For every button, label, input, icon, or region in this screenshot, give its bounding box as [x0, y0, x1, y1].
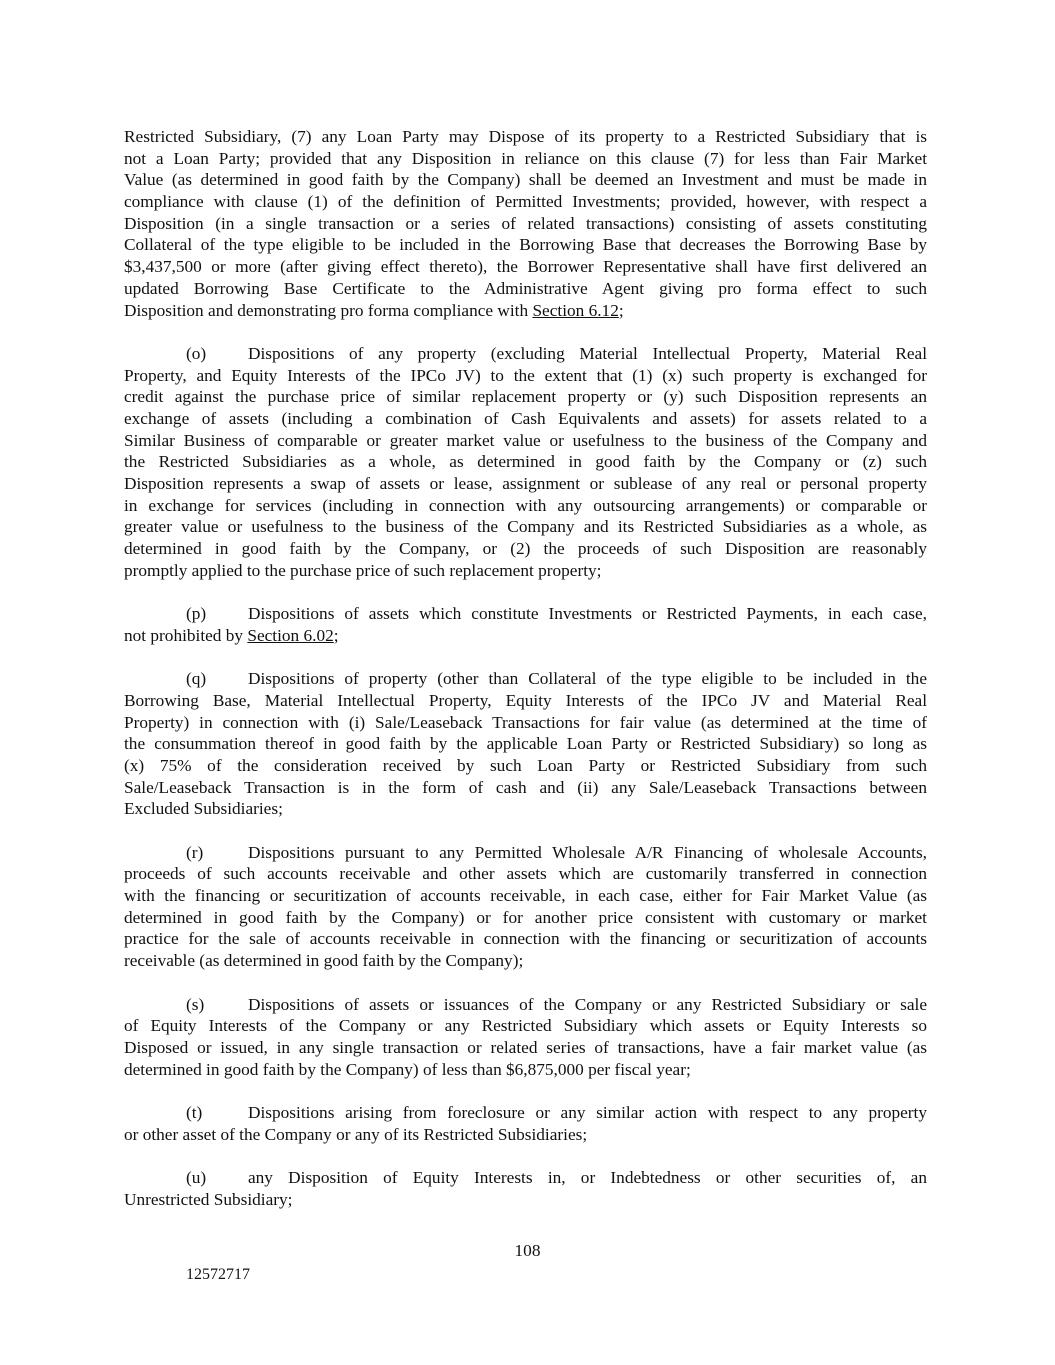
line-text: Sale/Leaseback Transaction is in the form of cash and (ii) any Sale/Leaseback Transactions between: [124, 777, 927, 797]
line-text: determined in good faith by the Company) or for another price consistent with customary or market: [124, 907, 927, 927]
line-text: any Disposition of Equity Interests in, or Indebtedness or other securities of, an: [248, 1168, 927, 1187]
line-text: Property, and Equity Interests of the IPCo JV) to the extent that (1) (x) such property is exchanged for: [124, 365, 927, 385]
line-text: Excluded Subsidiaries;: [124, 799, 283, 819]
text-line: [124, 365, 927, 387]
line-text: greater value or usefulness to the business of the Company and its Restricted Subsidiaries as a whole, as: [124, 517, 927, 537]
text-line: [124, 386, 927, 408]
line-text: Restricted Subsidiary, (7) any Loan Party may Dispose of its property to a Restricted Subsidiary that is: [124, 127, 927, 146]
text-line: [124, 256, 927, 278]
line-text: Collateral of the type eligible to be included in the Borrowing Base that decreases the Borrowing Base by: [124, 235, 927, 255]
line-text: Disposition represents a swap of assets or lease, assignment or sublease of any real or personal property: [124, 474, 927, 493]
text-line: [124, 1037, 927, 1059]
text-line: [124, 169, 927, 191]
text-line: [124, 625, 927, 647]
section-reference: Section 6.12: [532, 300, 619, 320]
clause-t: [124, 1102, 927, 1145]
line-text: [124, 300, 927, 322]
line-text: receivable (as determined in good faith by the Company);: [124, 951, 524, 971]
line-text: in exchange for services (including in connection with any outsourcing arrangements) or comparable or: [124, 495, 927, 515]
text-line: [124, 234, 927, 256]
clause-label: (q): [186, 669, 207, 689]
text-line: [124, 148, 927, 170]
line-text: exchange of assets (including a combination of Cash Equivalents and assets) for assets related to a: [124, 408, 927, 428]
line-text: the Restricted Subsidiaries as a whole, as determined in good faith by the Company or (z) such: [124, 452, 927, 472]
clause-label: (o): [186, 343, 207, 363]
text-line: [124, 1189, 927, 1211]
clause-u: [124, 1167, 927, 1210]
text-line: [124, 495, 927, 517]
text-line: [124, 603, 927, 625]
text-segment: not prohibited by: [124, 625, 248, 645]
line-text: compliance with clause (1) of the definition of Permitted Investments; provided, however, with respect a: [124, 192, 927, 212]
clause-r: [124, 842, 927, 972]
line-text: credit against the purchase price of similar replacement property or (y) such Disposition represents an: [124, 387, 927, 407]
clause-s: [124, 994, 927, 1081]
text-line: [124, 1059, 927, 1081]
text-line: [124, 1102, 927, 1124]
text-line: [124, 928, 927, 950]
text-line: [124, 885, 927, 907]
text-line: [124, 408, 927, 430]
text-line: [124, 755, 927, 777]
text-line: [124, 126, 927, 148]
text-line: [124, 733, 927, 755]
line-text: updated Borrowing Base Certificate to the Administrative Agent giving pro forma effect to such: [124, 278, 927, 298]
text-line: [124, 907, 927, 929]
text-line: [124, 1167, 927, 1189]
line-text: Dispositions pursuant to any Permitted Wholesale A/R Financing of wholesale Accounts,: [248, 842, 927, 862]
line-text: of Equity Interests of the Company or any Restricted Subsidiary which assets or Equity Interests so: [124, 1016, 927, 1036]
line-text: promptly applied to the purchase price of such replacement property;: [124, 560, 602, 580]
text-line: [124, 473, 927, 495]
line-text: Value (as determined in good faith by the Company) shall be deemed an Investment and must be made in: [124, 170, 927, 190]
line-text: Property) in connection with (i) Sale/Leaseback Transactions for fair value (as determined at the time of: [124, 712, 927, 732]
clause-label: (s): [186, 994, 205, 1014]
line-text: Disposed or issued, in any single transaction or related series of transactions, have a fair market value (as: [124, 1037, 927, 1057]
section-reference: Section 6.02: [247, 625, 334, 645]
text-line: [124, 798, 927, 820]
line-text: Dispositions of assets which constitute Investments or Restricted Payments, in each case,: [248, 604, 927, 624]
text-line: [124, 690, 927, 712]
text-line: [124, 1124, 927, 1146]
line-text: (x) 75% of the consideration received by such Loan Party or Restricted Subsidiary from such: [124, 755, 927, 775]
line-text: Dispositions of property (other than Collateral of the type eligible to be included in the: [248, 669, 927, 689]
text-line: [124, 863, 927, 885]
clause-p: [124, 603, 927, 646]
document-id: 12572717: [186, 1266, 250, 1283]
line-text: Borrowing Base, Material Intellectual Property, Equity Interests of the IPCo JV and Material Real: [124, 690, 927, 710]
text-line: [124, 191, 927, 213]
text-line: [124, 213, 927, 235]
line-text: or other asset of the Company or any of its Restricted Subsidiaries;: [124, 1124, 588, 1144]
clause-label: (p): [186, 604, 207, 624]
text-segment: ;: [618, 300, 624, 320]
text-line: [124, 278, 927, 300]
line-text: Dispositions arising from foreclosure or any similar action with respect to any property: [248, 1102, 927, 1122]
text-line: [124, 994, 927, 1016]
text-line: [124, 668, 927, 690]
text-line: [124, 1015, 927, 1037]
paragraph-continuation: [124, 126, 927, 321]
text-line: [124, 842, 927, 864]
clause-o: [124, 343, 927, 582]
text-line: [124, 712, 927, 734]
document-body: [124, 126, 927, 1232]
line-text: with the financing or securitization of accounts receivable, in each case, either for Fair Market Value (as: [124, 886, 927, 906]
line-text: Dispositions of assets or issuances of the Company or any Restricted Subsidiary or sale: [248, 994, 927, 1014]
line-text: Unrestricted Subsidiary;: [124, 1189, 293, 1209]
text-line: [124, 430, 927, 452]
text-line: [124, 777, 927, 799]
clause-label: (t): [186, 1102, 203, 1122]
line-text: [124, 625, 927, 647]
text-line: [124, 516, 927, 538]
line-text: Dispositions of any property (excluding Material Intellectual Property, Material Real: [248, 343, 927, 363]
text-line: [124, 538, 927, 560]
line-text: determined in good faith by the Company) of less than $6,875,000 per fiscal year;: [124, 1059, 691, 1079]
line-text: Similar Business of comparable or greater market value or usefulness to the business of the Company and: [124, 430, 927, 450]
text-segment: Disposition and demonstrating pro forma compliance with: [124, 300, 533, 320]
text-line: [124, 343, 927, 365]
text-line: [124, 451, 927, 473]
clause-q: [124, 668, 927, 820]
clause-label: (u): [186, 1168, 207, 1187]
line-text: practice for the sale of accounts receivable in connection with the financing or securitization of accounts: [124, 929, 927, 949]
line-text: the consummation thereof in good faith by the applicable Loan Party or Restricted Subsidiary) so long as: [124, 734, 927, 754]
page-number: 108: [514, 1241, 541, 1260]
line-text: determined in good faith by the Company, or (2) the proceeds of such Disposition are reasonably: [124, 539, 927, 559]
text-segment: ;: [333, 625, 339, 645]
text-line: [124, 950, 927, 972]
text-line: [124, 560, 927, 582]
text-line: [124, 300, 927, 322]
line-text: $3,437,500 or more (after giving effect thereto), the Borrower Representative shall have first delivered an: [124, 257, 927, 277]
line-text: proceeds of such accounts receivable and other assets which are customarily transferred in connection: [124, 864, 927, 884]
line-text: not a Loan Party; provided that any Disposition in reliance on this clause (7) for less than Fair Market: [124, 148, 927, 168]
line-text: Disposition (in a single transaction or a series of related transactions) consisting of assets constituting: [124, 213, 927, 233]
clause-label: (r): [186, 842, 204, 862]
